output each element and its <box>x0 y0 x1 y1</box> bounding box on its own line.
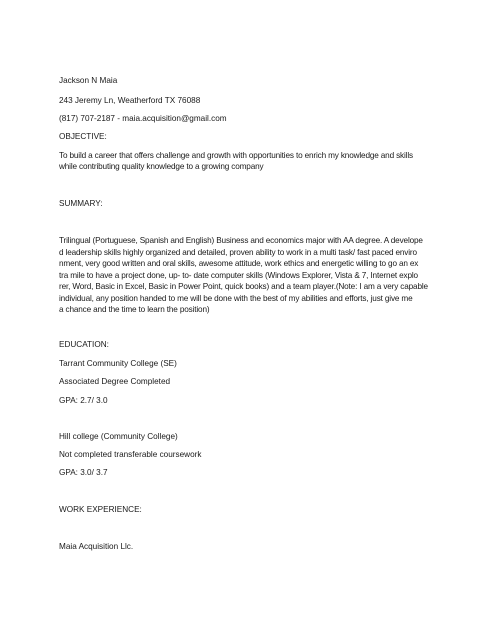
education-status: Associated Degree Completed <box>59 377 171 386</box>
summary-line: a chance and the time to learn the position) <box>59 305 210 314</box>
education-heading: EDUCATION: <box>59 340 109 349</box>
education-school-name: Hill college (Community College) <box>59 432 178 441</box>
objective-heading: OBJECTIVE: <box>59 132 107 141</box>
education-status: Not completed transferable coursework <box>59 450 202 459</box>
summary-line: rer, Word, Basic in Excel, Basic in Power Point, quick books) and a team player.(Note: I am a very capable <box>59 282 428 291</box>
work-company: Maia Acquisition Llc. <box>59 542 134 551</box>
education-gpa: GPA: 2.7/ 3.0 <box>59 396 108 405</box>
summary-line: tra mile to have a project done, up- to- date computer skills (Windows Explorer, Vista & 7, Internet explo <box>59 270 418 280</box>
summary-line: nment, very good written and oral skills, awesome attitude, work ethics and energetic willing to go an ex <box>59 259 419 268</box>
education-gpa: GPA: 3.0/ 3.7 <box>59 468 108 477</box>
education-school-name: Tarrant Community College (SE) <box>59 359 177 368</box>
summary-line: d leadership skills highly organized and detailed, proven ability to work in a multi task/ fast paced enviro <box>59 247 417 257</box>
work-heading: WORK EXPERIENCE: <box>59 505 142 514</box>
summary-line: Trilingual (Portuguese, Spanish and English) Business and economics major with AA degree. A develope <box>59 236 423 245</box>
objective-line: while contributing quality knowledge to a growing company <box>59 162 264 171</box>
summary-heading: SUMMARY: <box>59 199 103 208</box>
objective-line: To build a career that offers challenge and growth with opportunities to enrich my knowledge and skills <box>59 151 413 160</box>
contact-name: Jackson N Maia <box>59 76 118 85</box>
summary-line: individual, any position handed to me will be done with the best of my abilities and efforts, just give me <box>59 293 413 303</box>
contact-address: 243 Jeremy Ln, Weatherford TX 76088 <box>59 96 201 105</box>
contact-phone-email: (817) 707-2187 - maia.acquisition@gmail.com <box>59 114 227 123</box>
